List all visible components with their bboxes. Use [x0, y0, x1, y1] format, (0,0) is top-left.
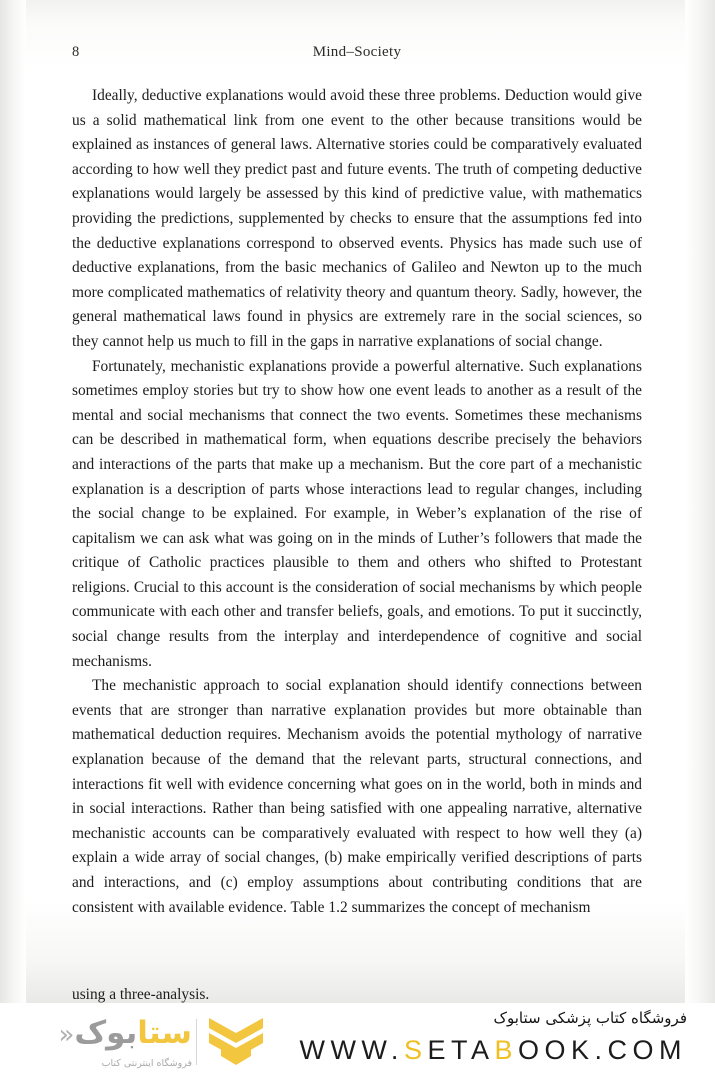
running-head	[72, 44, 642, 84]
clipped-text: using a three-analysis.	[72, 986, 210, 1003]
logo-wordmark-gold: ستا	[137, 1015, 192, 1051]
body-text	[72, 84, 642, 920]
site-info-block	[267, 1007, 687, 1069]
site-url[interactable]	[267, 1031, 687, 1069]
clipped-text-line	[72, 983, 642, 1003]
url-part-1: WWW.	[299, 1035, 404, 1065]
paragraph-3: The mechanistic approach to social explanation should identify connections between events that are stronger than narrative explanation provides but more obtainable than mathematical deduction requires. Mechanism avoids the potential mythology of narrative explanation because of the demand that the relevant parts, structural connections, and interactions fit well with evidence concerning what goes on in the world, both in minds and in social interactions. Rather than being satisfied with one appealing narrative, alternative mechanistic accounts can be comparatively evaluated with respect to how well they (a) explain a wide array of social changes, (b) make empirically verified descriptions of parts and interactions, and (c) employ assumptions about contributing conditions that are consistent with available evidence. Table 1.2 summarizes the concept of mechanism	[72, 677, 642, 916]
logo-wordmark-gray: بوک	[74, 1015, 138, 1051]
paragraph-1: Ideally, deductive explanations would avoid these three problems. Deduction would give us a solid mathematical link from one event to the other because transitions would be explained as instances of general laws. Alternative stories could be comparatively evaluated according to how well they predict past and future events. The truth of competing deductive explanations would largely be assessed by this kind of predictive value, with mathematics providing the predictions, supplemented by checks to ensure that the assumptions fed into the deductive explanations correspond to observed events. Physics has made such use of deductive explanations, from the basic mechanics of Galileo and Newton up to the much more complicated mathematics of relativity theory and quantum theory. Sadly, however, the general mathematical laws found in physics are extremely rare in the social sciences, so they cannot help us much to fill in the gaps in narrative explanations of social change.	[72, 87, 642, 350]
url-part-5: OOK.COM	[517, 1035, 687, 1065]
logo-wordmark-group	[52, 1013, 192, 1071]
site-watermark-footer	[0, 1003, 715, 1080]
site-tagline: فروشگاه کتاب پزشکی ستابوک	[493, 1009, 687, 1027]
url-part-4: B	[494, 1035, 518, 1065]
setabook-logo[interactable]	[52, 1011, 277, 1073]
logo-subtitle: فروشگاه اینترنتی کتاب	[101, 1058, 192, 1069]
url-part-2: S	[403, 1035, 428, 1065]
triple-chevron-icon	[207, 1016, 265, 1068]
logo-wordmark	[52, 1015, 192, 1053]
page-number: 8	[72, 44, 80, 60]
url-part-3: ETA	[427, 1035, 495, 1065]
page-content	[72, 0, 642, 920]
paragraph-2: Fortunately, mechanistic explanations provide a powerful alternative. Such explanations sometimes employ stories but try to show how one event leads to another as a result of the mental and social mechanisms that connect the two events. Sometimes these mechanisms can be described in mathematical form, when equations describe precisely the behaviors and interactions of the parts that make up a mechanism. But the core part of a mechanistic explanation is a description of parts whose interactions lead to regular changes, including the social change to be explained. For example, in Weber’s explanation of the rise of capitalism we can ask what was going on in the minds of Luther’s followers that made the critique of Catholic practices plausible to them and others who shifted to Protestant religions. Crucial to this account is the consideration of social mechanisms by which people communicate with each other and transfer beliefs, goals, and emotions. To put it succinctly, social change results from the interplay and interdependence of cognitive and social mechanisms.	[72, 357, 642, 670]
logo-divider	[196, 1019, 197, 1065]
logo-guillemet-icon: «	[58, 1020, 75, 1050]
book-title-header: Mind–Society	[312, 44, 402, 60]
